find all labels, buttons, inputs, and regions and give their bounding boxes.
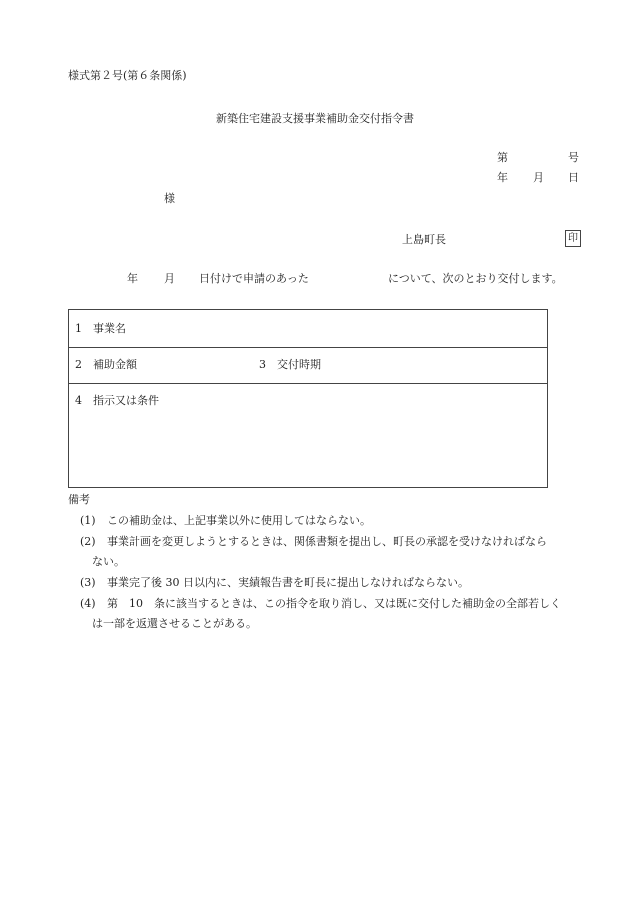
remark-number: (3) bbox=[80, 576, 96, 589]
document-title: 新築住宅建設支援事業補助金交付指令書 bbox=[216, 112, 414, 125]
business-name-row bbox=[69, 310, 547, 348]
intro-year: 年 bbox=[127, 272, 138, 285]
form-label: 様式第２号(第６条関係) bbox=[68, 69, 187, 82]
remark-text: 事業計画を変更しようとするときは、関係書類を提出し、町長の承認を受けなければなら bbox=[107, 535, 547, 548]
remarks-heading: 備考 bbox=[68, 493, 90, 506]
remark-number: (4) bbox=[80, 597, 96, 610]
grant-details-table bbox=[68, 309, 548, 488]
date-year: 年 bbox=[497, 171, 508, 184]
instructions-row bbox=[69, 383, 547, 487]
date-month: 月 bbox=[533, 171, 544, 184]
remark-text: この補助金は、上記事業以外に使用してはならない。 bbox=[107, 514, 371, 527]
number-prefix: 第 bbox=[497, 151, 508, 164]
remark-text: 事業完了後 30 日以内に、実績報告書を町長に提出しなければならない。 bbox=[107, 576, 469, 589]
grant-timing-label: 3 交付時期 bbox=[259, 358, 321, 371]
number-suffix: 号 bbox=[568, 151, 579, 164]
remark-text-continued: は一部を返還させることがある。 bbox=[92, 617, 257, 630]
issuer-name: 上島町長 bbox=[402, 233, 446, 246]
intro-middle: 日付けで申請のあった bbox=[199, 272, 309, 285]
intro-month: 月 bbox=[164, 272, 175, 285]
seal-mark: 印 bbox=[565, 230, 581, 247]
remark-text-continued: ない。 bbox=[92, 555, 125, 568]
instructions-label: 4 指示又は条件 bbox=[75, 394, 159, 407]
remark-number: (1) bbox=[80, 514, 96, 527]
remark-text: 第 10 条に該当するときは、この指令を取り消し、又は既に交付した補助金の全部若しく bbox=[107, 597, 561, 610]
grant-amount-row bbox=[69, 347, 547, 384]
addressee-suffix: 様 bbox=[164, 192, 175, 205]
grant-amount-label: 2 補助金額 bbox=[75, 358, 137, 371]
date-day: 日 bbox=[568, 171, 579, 184]
business-name-label: 1 事業名 bbox=[75, 322, 126, 335]
intro-end: について、次のとおり交付します。 bbox=[388, 272, 563, 285]
remark-number: (2) bbox=[80, 535, 96, 548]
